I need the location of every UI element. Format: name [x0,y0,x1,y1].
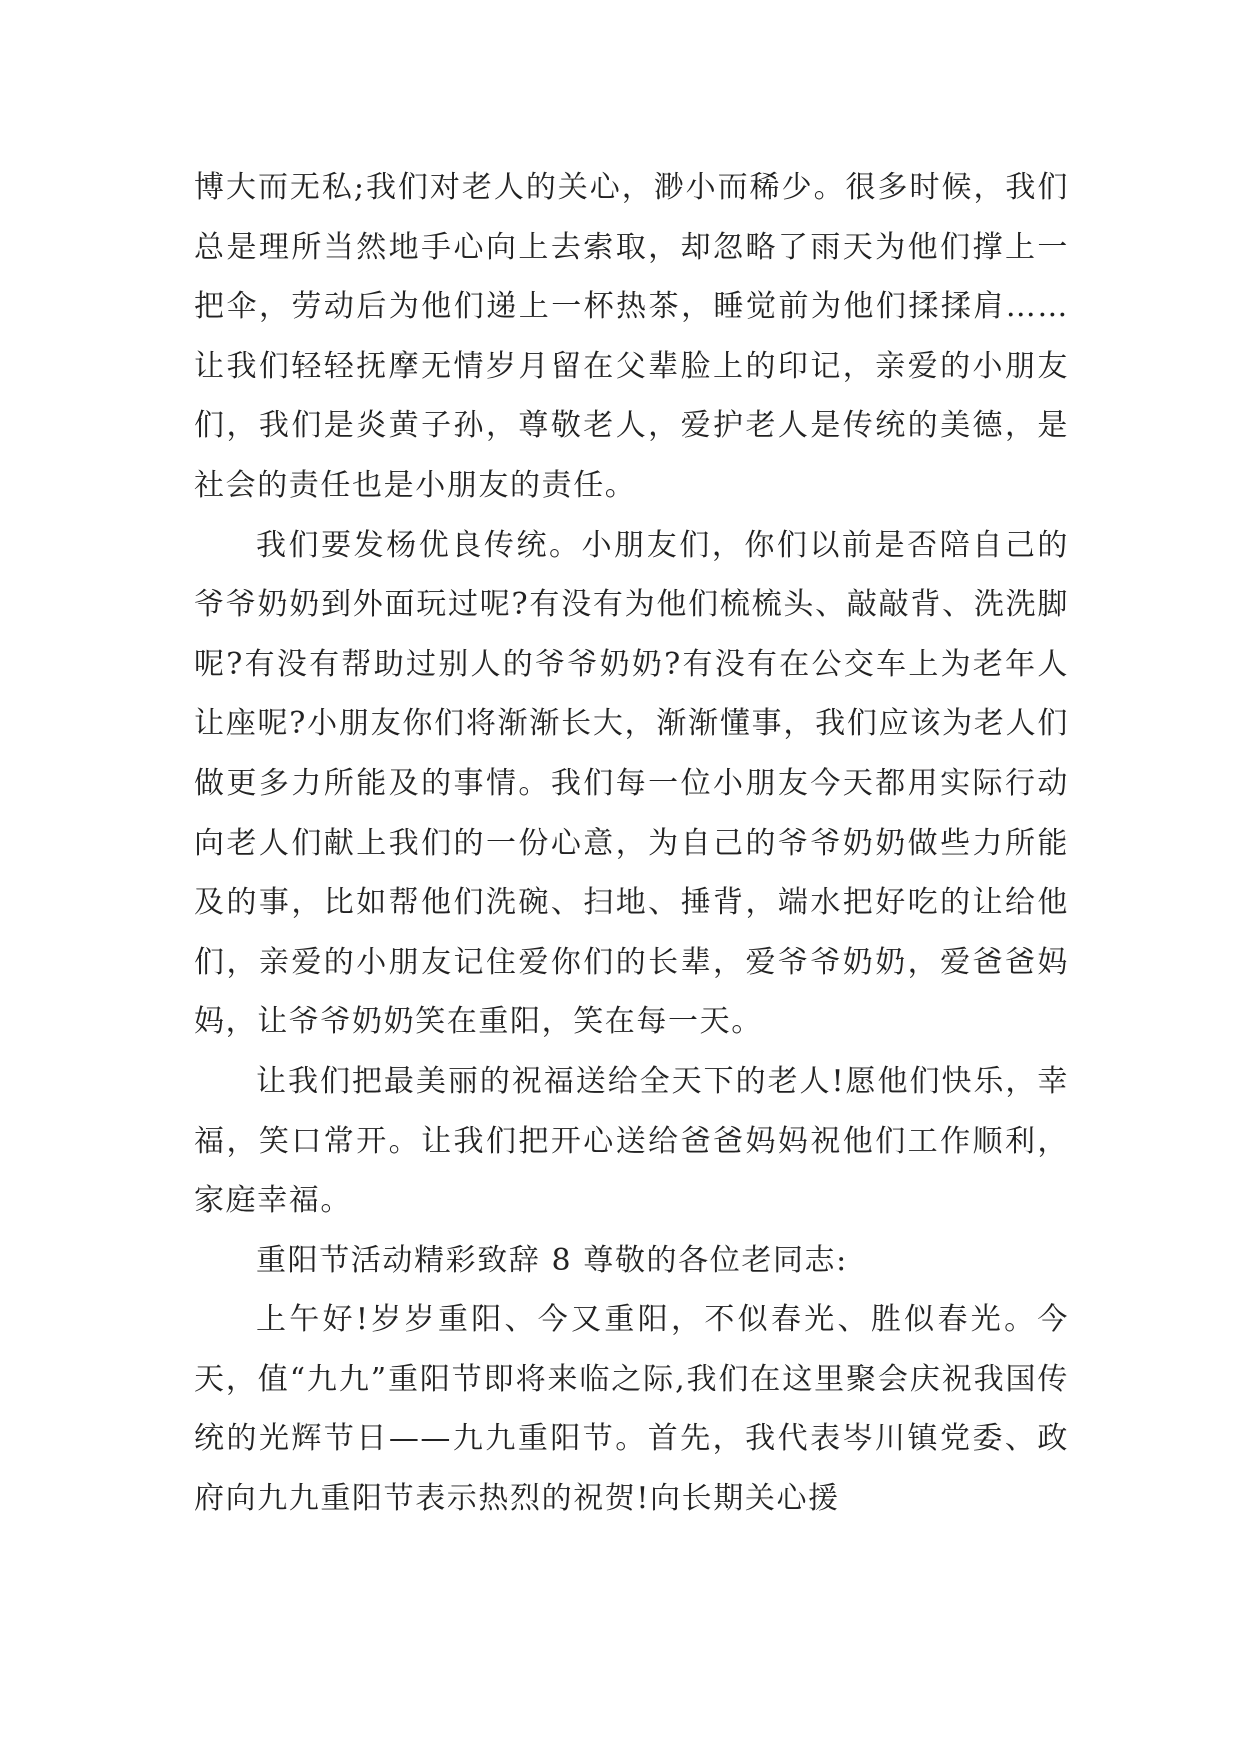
paragraph-2: 我们要发杨优良传统。小朋友们，你们以前是否陪自己的爷爷奶奶到外面玩过呢?有没有为他们梳梳头、敲敲背、洗洗脚呢?有没有帮助过别人的爷爷奶奶?有没有在公交车上为老年人让座呢?小朋友你们将渐渐长大，渐渐懂事，我们应该为老人们做更多力所能及的事情。我们每一位小朋友今天都用实际行动向老人们献上我们的一份心意，为自己的爷爷奶奶做些力所能及的事，比如帮他们洗碗、扫地、捶背，端水把好吃的让给他们，亲爱的小朋友记住爱你们的长辈，爱爷爷奶奶，爱爸爸妈妈，让爷爷奶奶笑在重阳，笑在每一天。 [194,527,1069,1040]
paragraph-1: 博大而无私;我们对老人的关心，渺小而稀少。很多时候，我们总是理所当然地手心向上去索取，却忽略了雨天为他们撑上一把伞，劳动后为他们递上一杯热茶，睡觉前为他们揉揉肩……让我们轻轻抚摩无情岁月留在父辈脸上的印记，亲爱的小朋友们，我们是炎黄子孙，尊敬老人，爱护老人是传统的美德，是社会的责任也是小朋友的责任。 [194,170,1069,503]
paragraph-3: 让我们把最美丽的祝福送给全天下的老人!愿他们快乐，幸福，笑口常开。让我们把开心送给爸爸妈妈祝他们工作顺利，家庭幸福。 [194,1063,1069,1219]
paragraph-4-heading: 重阳节活动精彩致辞 8 尊敬的各位老同志: [256,1242,848,1278]
document-body [194,158,1069,1529]
paragraph-5: 上午好!岁岁重阳、今又重阳，不似春光、胜似春光。今天，值“九九”重阳节即将来临之际,我们在这里聚会庆祝我国传统的光辉节日——九九重阳节。首先，我代表岑川镇党委、政府向九九重阳节表示热烈的祝贺!向长期关心援 [194,1302,1069,1517]
